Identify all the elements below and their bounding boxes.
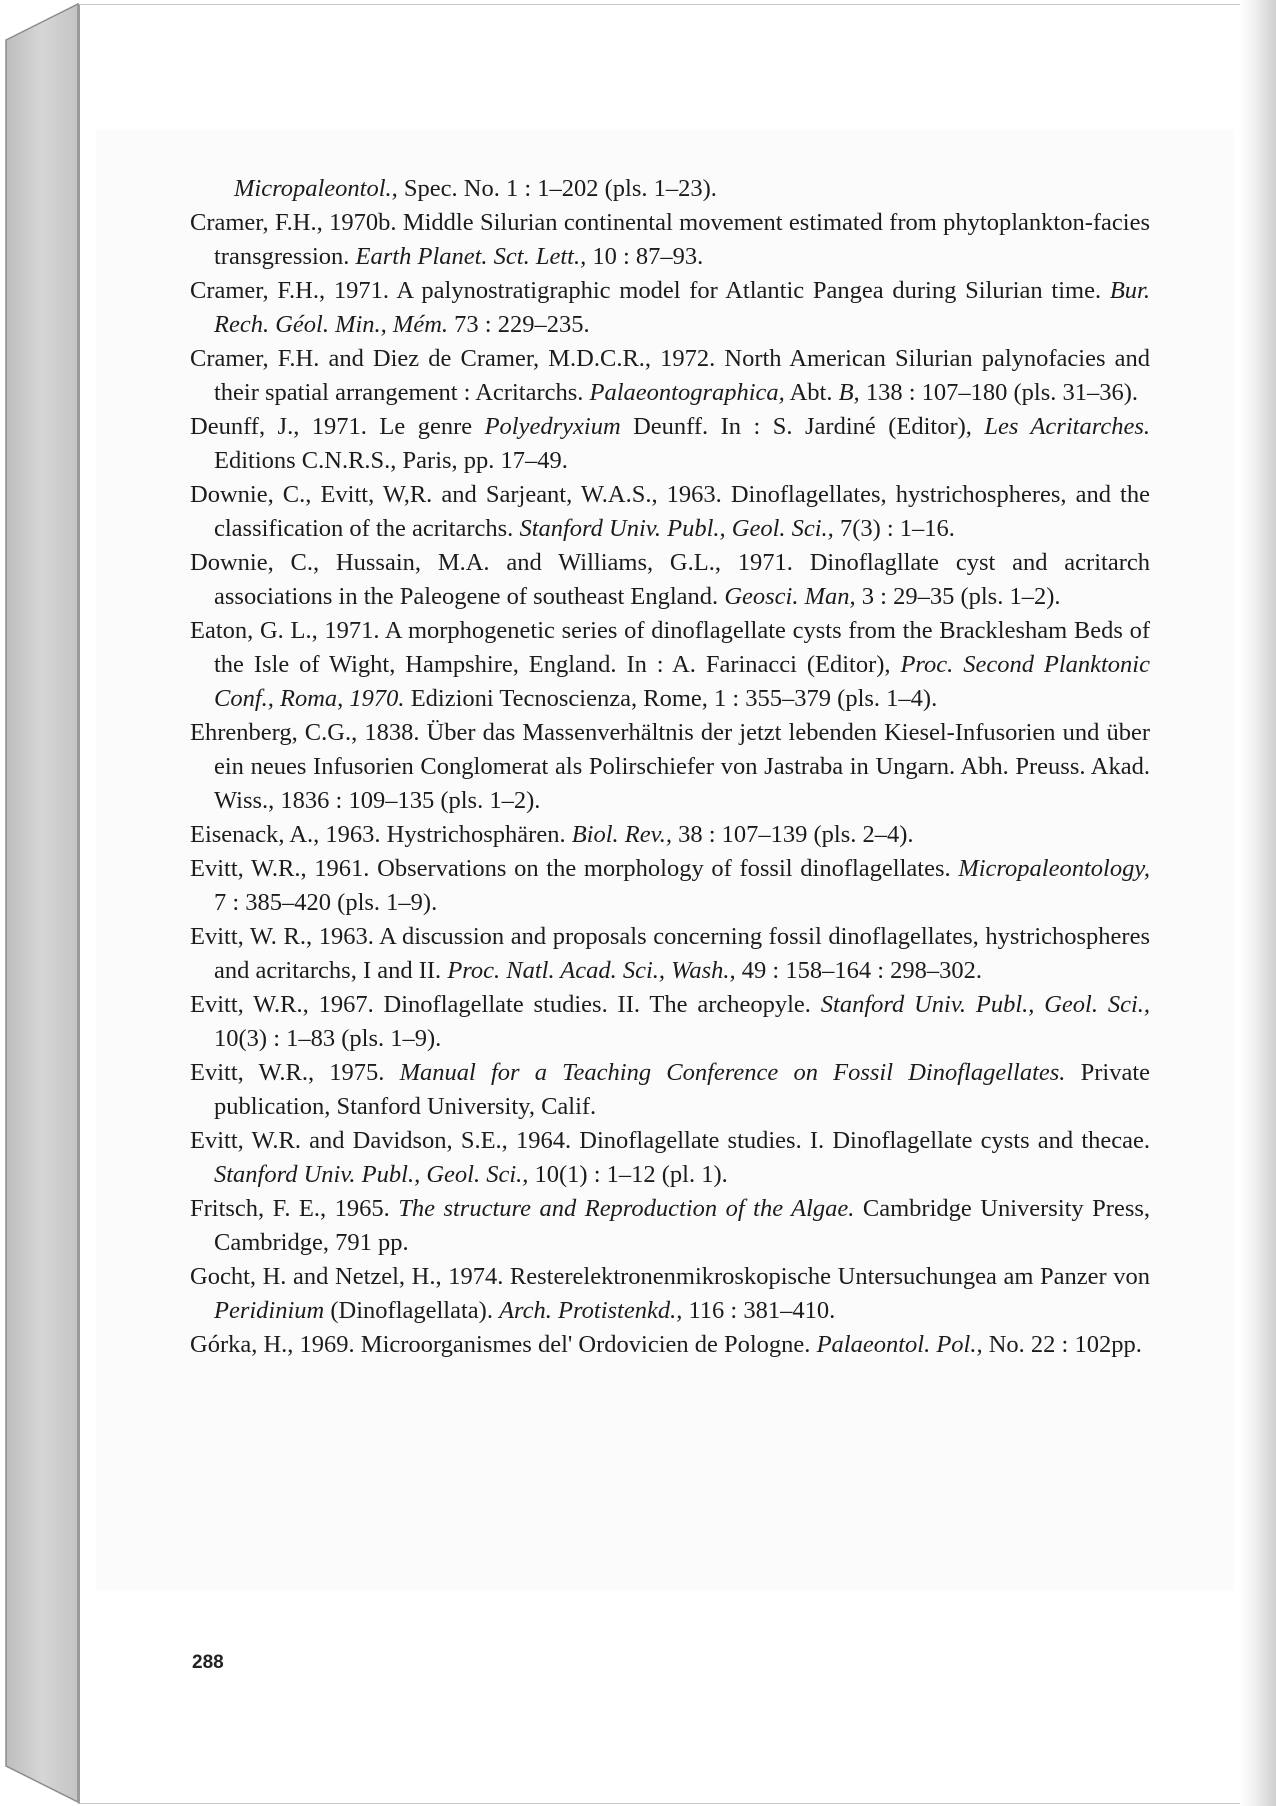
journal-name: Stanford Univ. Publ., Geol. Sci.,: [519, 515, 834, 542]
reference-text: Eisenack, A., 1963. Hystrichosphären.: [190, 821, 572, 848]
journal-name: Peridinium: [214, 1297, 325, 1324]
reference-text: Evitt, W.R., 1975.: [190, 1059, 400, 1086]
reference-text: (Dinoflagellata).: [324, 1297, 500, 1324]
reference-text: Cramer, F.H., 1970b. Middle Silurian continental movement estimated from phytoplankton-facies transgression.: [190, 209, 1150, 270]
reference-text: Evitt, W. R., 1963. A discussion and proposals concerning fossil dinoflagellates, hystrichospheres and acritarchs, I and II.: [190, 923, 1150, 984]
reference-entry: [190, 546, 1150, 614]
reference-text: Deunff. In : S. Jardiné (Editor),: [620, 413, 985, 440]
reference-text: Evitt, W.R., 1961. Observations on the morphology of fossil dinoflagellates.: [190, 855, 959, 882]
reference-text: Deunff, J., 1971. Le genre: [190, 413, 485, 440]
journal-name: Palaeontographica,: [589, 379, 785, 406]
reference-entry: [190, 206, 1150, 274]
reference-entry: [190, 1192, 1150, 1260]
reference-text: Cramer, F.H., 1971. A palynostratigraphic model for Atlantic Pangea during Silurian time.: [190, 277, 1110, 304]
reference-text: Edizioni Tecnoscienza, Rome, 1 : 355–379 (pls. 1–4).: [404, 685, 938, 712]
reference-text: 38 : 107–139 (pls. 2–4).: [671, 821, 914, 848]
reference-entry: [190, 1124, 1150, 1192]
reference-entry: [190, 342, 1150, 410]
journal-name: Proc. Natl. Acad. Sci., Wash.,: [447, 957, 736, 984]
journal-name: Earth Planet. Sct. Lett.,: [355, 243, 587, 270]
reference-entry: [190, 274, 1150, 342]
reference-entry: [190, 1260, 1150, 1328]
reference-text: Cramer, F.H. and Diez de Cramer, M.D.C.R., 1972. North American Silurian palynofacies and their spatial arrangement : Acritarchs.: [190, 345, 1150, 406]
reference-entry: [190, 614, 1150, 716]
page-number: 288: [192, 1652, 224, 1673]
reference-entry: [190, 716, 1150, 818]
reference-entry: [190, 818, 1150, 852]
reference-text: Downie, C., Evitt, W,R. and Sarjeant, W.A.S., 1963. Dinoflagellates, hystrichospheres, and the classification of the acritarchs.: [190, 481, 1150, 542]
reference-text: Cambridge University Press, Cambridge, 791 pp.: [214, 1195, 1151, 1256]
journal-name: Biol. Rev.,: [571, 821, 672, 848]
reference-list: [190, 172, 1150, 1362]
journal-name: Les Acritarches.: [984, 413, 1150, 440]
reference-text: 10 : 87–93.: [586, 243, 704, 270]
reference-text: Abt.: [784, 379, 839, 406]
journal-name: Arch. Protistenkd.,: [499, 1297, 683, 1324]
journal-name: Manual for a Teaching Conference on Fossil Dinoflagellates.: [399, 1059, 1066, 1086]
reference-text: 116 : 381–410.: [682, 1297, 836, 1324]
journal-name: Palaeontol. Pol.,: [816, 1331, 983, 1358]
reference-text: Editions C.N.R.S., Paris, pp. 17–49.: [214, 447, 568, 474]
journal-name: The structure and Reproduction of the Algae.: [398, 1195, 855, 1222]
reference-text: 138 : 107–180 (pls. 31–36).: [859, 379, 1139, 406]
reference-text: Downie, C., Hussain, M.A. and Williams, G.L., 1971. Dinoflagllate cyst and acritarch associations in the Paleogene of southeast England.: [190, 549, 1150, 610]
journal-name: Stanford Univ. Publ., Geol. Sci.,: [820, 991, 1151, 1018]
reference-text: Evitt, W.R. and Davidson, S.E., 1964. Dinoflagellate studies. I. Dinoflagellate cysts and thecae.: [190, 1127, 1150, 1154]
journal-name: B,: [838, 379, 860, 406]
reference-text: 49 : 158–164 : 298–302.: [735, 957, 983, 984]
reference-text: Górka, H., 1969. Microorganismes del' Ordovicien de Pologne.: [190, 1331, 817, 1358]
reference-text: Private publication, Stanford University, Calif.: [214, 1059, 1150, 1120]
reference-entry: [190, 1328, 1150, 1362]
reference-text: 10(3) : 1–83 (pls. 1–9).: [214, 1025, 442, 1052]
reference-entry: [190, 988, 1150, 1056]
reference-text: 3 : 29–35 (pls. 1–2).: [855, 583, 1061, 610]
journal-name: Bur. Rech. Géol. Min., Mém.: [214, 277, 1150, 338]
journal-name: Polyedryxium: [484, 413, 621, 440]
page-edge-shadow: [1240, 0, 1276, 1806]
reference-text: 10(1) : 1–12 (pl. 1).: [528, 1161, 728, 1188]
journal-name: Micropaleontology,: [958, 855, 1150, 882]
reference-text: Spec. No. 1 : 1–202 (pls. 1–23).: [397, 175, 717, 202]
reference-text: Ehrenberg, C.G., 1838. Über das Massenverhältnis der jetzt lebenden Kiesel-Infusorien und über ein neues Infusorien Conglomerat als Polirschiefer von Jastraba in Ungarn. Abh. Preuss. Akad. Wiss., 1836 : 109–135 (pls. 1–2).: [190, 719, 1150, 814]
journal-name: Proc. Second Planktonic Conf., Roma, 1970.: [214, 651, 1150, 712]
reference-entry: [190, 1056, 1150, 1124]
reference-text: Fritsch, F. E., 1965.: [190, 1195, 399, 1222]
journal-name: Micropaleontol.,: [234, 175, 398, 202]
reference-entry: [190, 852, 1150, 920]
reference-entry: [190, 172, 1150, 206]
reference-entry: [190, 478, 1150, 546]
reference-text: 7(3) : 1–16.: [833, 515, 955, 542]
reference-text: 73 : 229–235.: [448, 311, 590, 338]
journal-name: Stanford Univ. Publ., Geol. Sci.,: [214, 1161, 529, 1188]
reference-text: 7 : 385–420 (pls. 1–9).: [214, 889, 438, 916]
reference-text: Eaton, G. L., 1971. A morphogenetic series of dinoflagellate cysts from the Bracklesham Beds of the Isle of Wight, Hampshire, England. In : A. Farinacci (Editor),: [190, 617, 1150, 678]
reference-entry: [190, 920, 1150, 988]
reference-text: Gocht, H. and Netzel, H., 1974. Resterelektronenmikroskopische Untersuchungea am Panzer von: [190, 1263, 1150, 1290]
journal-name: Geosci. Man,: [724, 583, 856, 610]
reference-text: Evitt, W.R., 1967. Dinoflagellate studies. II. The archeopyle.: [190, 991, 821, 1018]
reference-text: No. 22 : 102pp.: [982, 1331, 1142, 1358]
reference-entry: [190, 410, 1150, 478]
